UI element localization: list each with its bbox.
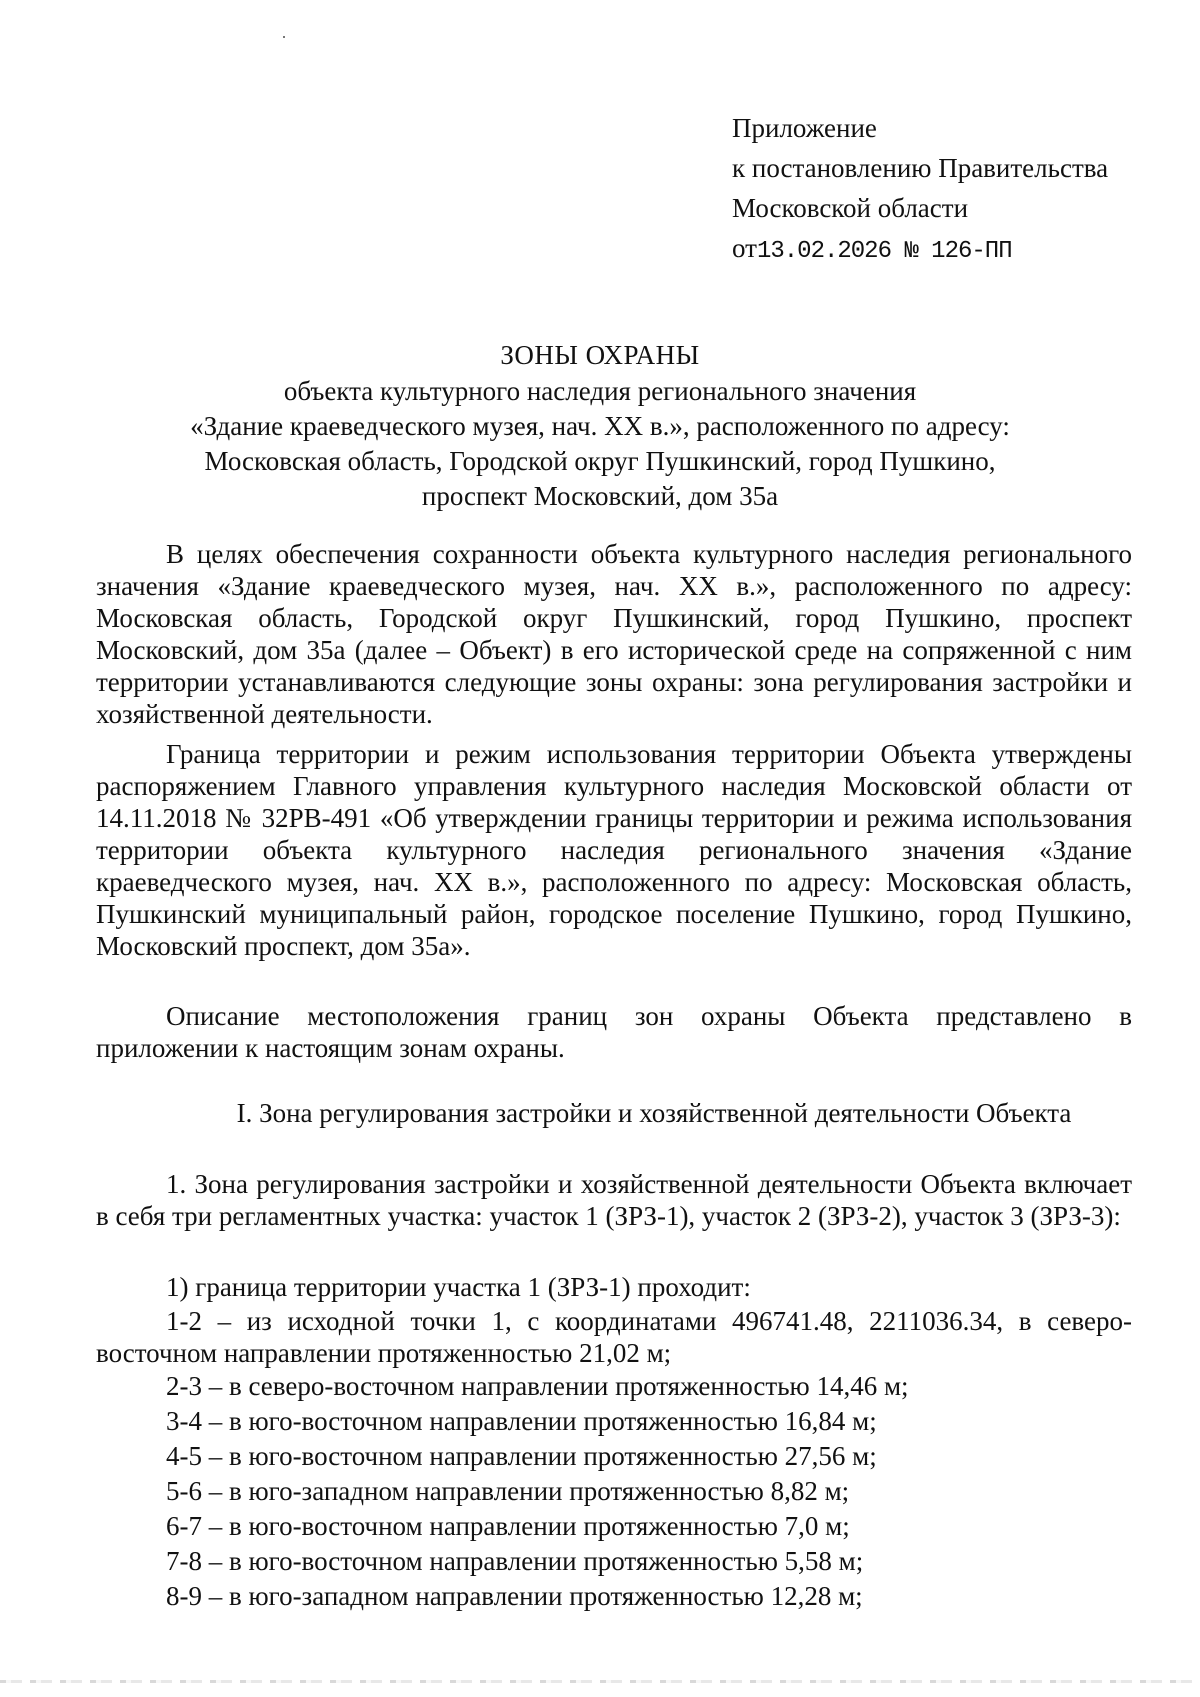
segment-line: 5-6 – в юго-западном направлении протяженностью 8,82 м; — [166, 1476, 850, 1506]
intro-paragraph-1 — [96, 538, 1132, 730]
scan-speck — [283, 36, 285, 38]
segment-line: 6-7 – в юго-восточном направлении протяженностью 7,0 м; — [166, 1511, 850, 1541]
item-1-text: 1. Зона регулирования застройки и хозяйственной деятельности Объекта включает в себя три регламентных участка: участок 1 (ЗРЗ-1), участок 2 (ЗРЗ-2), участок 3 (ЗРЗ-3): — [96, 1169, 1132, 1231]
date-prefix: от — [732, 233, 757, 263]
sub-item-1: 1) граница территории участка 1 (ЗРЗ-1) проходит: — [166, 1272, 751, 1302]
title-line-3: «Здание краеведческого музея, нач. XX в.», расположенного по адресу: — [190, 411, 1010, 441]
segment-line: 4-5 – в юго-восточном направлении протяженностью 27,56 м; — [166, 1441, 877, 1471]
scan-edge-noise — [0, 1680, 1200, 1683]
title-line-4: Московская область, Городской округ Пушкинский, город Пушкино, — [204, 446, 996, 476]
title-main: ЗОНЫ ОХРАНЫ — [500, 340, 700, 370]
title-line-5: проспект Московский, дом 35а — [421, 481, 779, 511]
appendix-date-line — [732, 228, 1172, 272]
segment-line: 3-4 – в юго-восточном направлении протяженностью 16,84 м; — [166, 1406, 877, 1436]
segment-line: 1-2 – из исходной точки 1, с координатами 496741.48, 2211036.34, в северо-восточном направлении протяженностью 21,02 м; — [96, 1306, 1132, 1368]
appendix-line-2: к постановлению Правительства — [732, 153, 1109, 183]
segment-line: 7-8 – в юго-восточном направлении протяженностью 5,58 м; — [166, 1546, 864, 1576]
intro-paragraph-2 — [96, 738, 1132, 962]
intro-paragraph-3 — [96, 1000, 1132, 1064]
date-value: 13.02.2026 № 126-ПП — [756, 238, 1012, 265]
appendix-line-3: Московской области — [732, 193, 969, 223]
section-heading: I. Зона регулирования застройки и хозяйственной деятельности Объекта — [236, 1098, 1072, 1128]
segment-line: 8-9 – в юго-западном направлении протяженностью 12,28 м; — [166, 1581, 863, 1611]
appendix-line-1: Приложение — [732, 113, 877, 143]
segment-line: 2-3 – в северо-восточном направлении протяженностью 14,46 м; — [166, 1371, 909, 1401]
intro-text-1: В целях обеспечения сохранности объекта культурного наследия регионального значения «Здание краеведческого музея, нач. XX в.», расположенного по адресу: Московская область, Городской округ Пушкинский, город Пушкино, проспект Московский, дом 35а (далее – Объект) в его исторической среде на сопряженной с ним территории устанавливаются следующие зоны охраны: зона регулирования застройки и хозяйственной деятельности. — [96, 539, 1132, 729]
document-title — [80, 338, 1120, 514]
intro-text-3: Описание местоположения границ зон охраны Объекта представлено в приложении к настоящим зонам охраны. — [96, 1001, 1132, 1063]
title-line-2: объекта культурного наследия регионального значения — [283, 376, 917, 406]
appendix-header — [732, 108, 1172, 272]
section-item-1 — [96, 1168, 1132, 1232]
zone-boundary-list — [96, 1270, 1132, 1614]
intro-text-2: Граница территории и режим использования территории Объекта утверждены распоряжением Главного управления культурного наследия Московской области от 14.11.2018 № 32РВ-491 «Об утверждении границы территории и режима использования территории объекта культурного наследия регионального значения «Здание краеведческого музея, нач. XX в.», расположенного по адресу: Московская область, Пушкинский муниципальный район, городское поселение Пушкино, город Пушкино, Московский проспект, дом 35а». — [96, 739, 1132, 961]
